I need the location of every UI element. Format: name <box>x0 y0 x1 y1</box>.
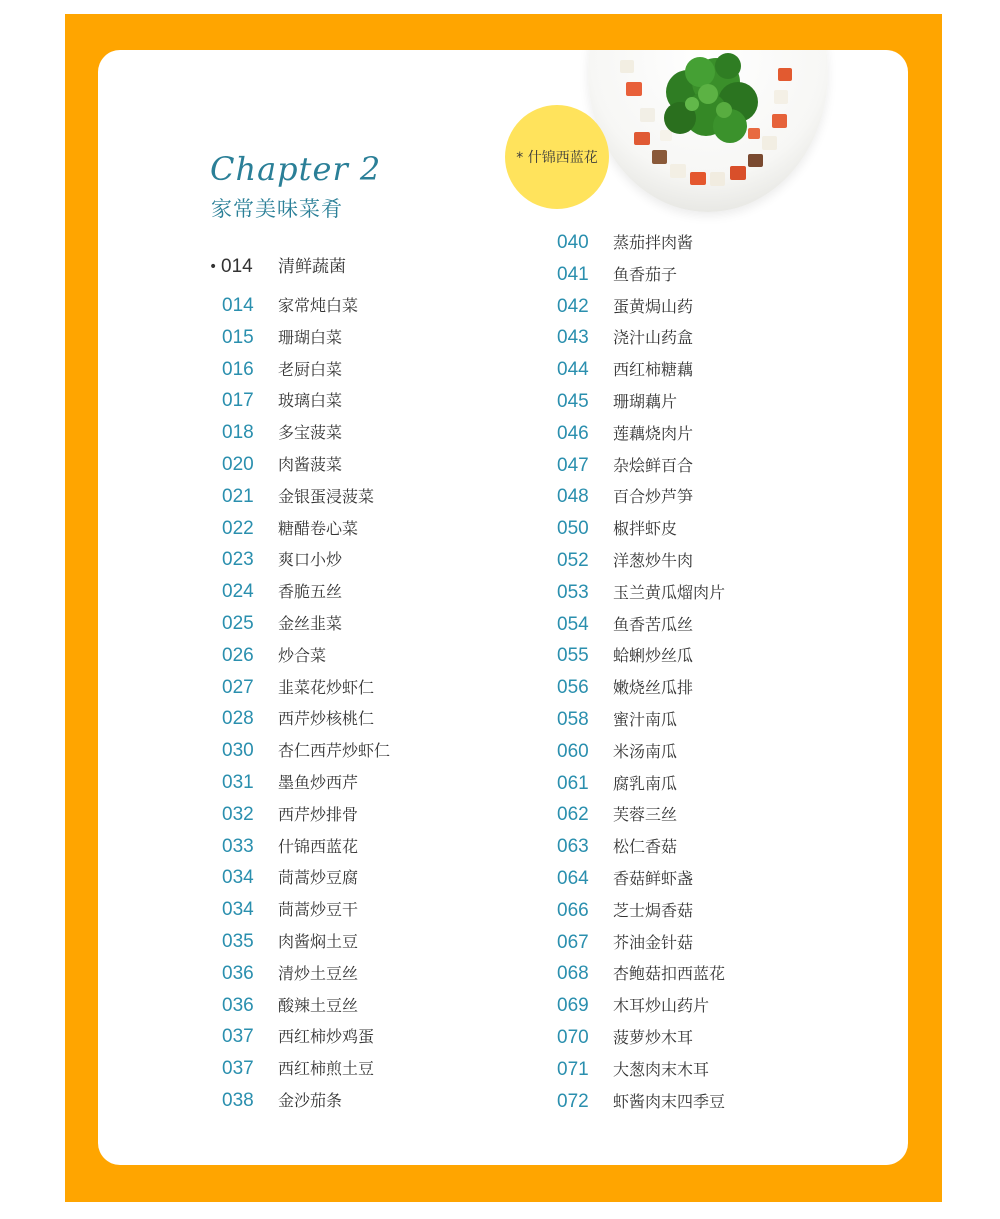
toc-page-number: 045 <box>557 391 589 412</box>
toc-page-number: 037 <box>222 1058 254 1080</box>
toc-page-number: 036 <box>222 962 254 984</box>
toc-dish-name: 蛤蜊炒丝瓜 <box>613 646 694 666</box>
toc-dish-name: 大葱肉末木耳 <box>613 1059 710 1079</box>
chapter-subtitle: 家常美味菜肴 <box>211 197 343 221</box>
dish-photo <box>588 50 828 212</box>
toc-page-number: 028 <box>222 708 254 730</box>
toc-dish-name: 什锦西蓝花 <box>278 836 359 856</box>
toc-page-number: 042 <box>557 295 589 317</box>
toc-page-number: 024 <box>222 581 254 603</box>
toc-dish-name: 玉兰黄瓜熘肉片 <box>613 582 726 602</box>
toc-dish-name: 杏鲍菇扣西蓝花 <box>613 964 726 984</box>
toc-dish-name: 玻璃白菜 <box>278 391 343 411</box>
toc-page-number: 035 <box>222 931 254 952</box>
toc-page-number: 021 <box>222 485 254 507</box>
toc-page-number: 022 <box>222 517 254 539</box>
toc-dish-name: 金银蛋浸菠菜 <box>278 486 375 506</box>
toc-page-number: 058 <box>557 709 589 730</box>
toc-dish-name: 爽口小炒 <box>278 550 343 570</box>
toc-dish-name: 珊瑚白菜 <box>278 327 343 347</box>
toc-dish-name: 米汤南瓜 <box>613 741 678 761</box>
toc-page-number: 071 <box>557 1058 589 1080</box>
toc-dish-name: 杏仁西芹炒虾仁 <box>278 741 391 761</box>
toc-dish-name: 肉酱焖土豆 <box>278 932 359 951</box>
toc-page-number: 033 <box>222 835 254 857</box>
toc-page-number: 026 <box>222 644 254 666</box>
toc-dish-name: 酸辣土豆丝 <box>278 995 359 1015</box>
toc-page-number: 054 <box>557 613 589 635</box>
toc-page-number: 038 <box>222 1090 254 1111</box>
section-name: 清鲜蔬菌 <box>278 257 346 277</box>
toc-page-number: 061 <box>557 772 589 794</box>
toc-page-number: 043 <box>557 327 589 349</box>
contents-card <box>98 50 908 1165</box>
toc-page-number: 041 <box>557 263 589 285</box>
toc-dish-name: 多宝菠菜 <box>278 423 343 443</box>
toc-page-number: 070 <box>557 1027 589 1048</box>
toc-page-number: 015 <box>222 326 254 348</box>
toc-page-number: 030 <box>222 740 254 762</box>
toc-page-number: 047 <box>557 454 589 476</box>
section-page-number: 014 <box>221 256 253 277</box>
toc-dish-name: 茼蒿炒豆干 <box>278 900 359 920</box>
toc-dish-name: 糖醋卷心菜 <box>278 518 359 538</box>
toc-dish-name: 肉酱菠菜 <box>278 455 343 474</box>
toc-page-number: 066 <box>557 899 589 921</box>
toc-dish-name: 西芹炒核桃仁 <box>278 709 375 729</box>
toc-page-number: 036 <box>222 994 254 1016</box>
toc-dish-name: 墨鱼炒西芹 <box>278 773 359 792</box>
toc-dish-name: 西红柿煎土豆 <box>278 1059 375 1079</box>
bullet-icon: • <box>209 259 218 275</box>
toc-dish-name: 杂烩鲜百合 <box>613 455 694 475</box>
toc-dish-name: 蛋黄焗山药 <box>613 296 694 316</box>
toc-page-number: 044 <box>557 359 589 381</box>
toc-dish-name: 金沙茄条 <box>278 1091 343 1110</box>
dish-caption-badge <box>505 105 609 209</box>
toc-dish-name: 香菇鲜虾盏 <box>613 869 694 888</box>
toc-dish-name: 西红柿炒鸡蛋 <box>278 1027 375 1047</box>
toc-dish-name: 茼蒿炒豆腐 <box>278 868 359 888</box>
toc-dish-name: 鱼香茄子 <box>613 264 678 284</box>
toc-page-number: 014 <box>222 295 254 316</box>
toc-page-number: 053 <box>557 581 589 603</box>
toc-dish-name: 清炒土豆丝 <box>278 963 359 983</box>
toc-page-number: 067 <box>557 931 589 953</box>
toc-dish-name: 韭菜花炒虾仁 <box>278 677 375 697</box>
toc-page-number: 056 <box>557 677 589 699</box>
toc-page-number: 017 <box>222 390 254 412</box>
toc-page-number: 046 <box>557 422 589 444</box>
toc-page-number: 020 <box>222 454 254 475</box>
toc-dish-name: 家常炖白菜 <box>278 296 359 315</box>
toc-dish-name: 金丝韭菜 <box>278 614 343 633</box>
toc-page-number: 037 <box>222 1026 254 1048</box>
toc-dish-name: 木耳炒山药片 <box>613 996 710 1016</box>
toc-dish-name: 松仁香菇 <box>613 837 678 857</box>
toc-dish-name: 芝士焗香菇 <box>613 900 694 920</box>
toc-dish-name: 蒸茄拌肉酱 <box>613 233 694 252</box>
toc-page-number: 027 <box>222 676 254 698</box>
toc-dish-name: 百合炒芦笋 <box>613 487 694 507</box>
chapter-title: Chapter 2 <box>210 150 382 188</box>
toc-page-number: 031 <box>222 772 254 793</box>
toc-page-number: 050 <box>557 518 589 540</box>
toc-dish-name: 腐乳南瓜 <box>613 773 678 793</box>
toc-dish-name: 浇汁山药盒 <box>613 328 694 348</box>
toc-dish-name: 炒合菜 <box>278 645 327 665</box>
toc-dish-name: 椒拌虾皮 <box>613 519 678 539</box>
toc-dish-name: 珊瑚藕片 <box>613 392 678 411</box>
toc-page-number: 034 <box>222 867 254 889</box>
toc-page-number: 060 <box>557 740 589 762</box>
toc-dish-name: 西红柿糖藕 <box>613 360 694 380</box>
toc-dish-name: 蜜汁南瓜 <box>613 710 678 729</box>
toc-page-number: 055 <box>557 645 589 667</box>
toc-dish-name: 莲藕烧肉片 <box>613 423 694 443</box>
toc-dish-name: 西芹炒排骨 <box>278 804 359 824</box>
toc-dish-name: 虾酱肉末四季豆 <box>613 1091 726 1111</box>
toc-page-number: 034 <box>222 899 254 921</box>
toc-page-number: 016 <box>222 358 254 380</box>
toc-dish-name: 香脆五丝 <box>278 582 343 602</box>
dish-caption: * 什锦西蓝花 <box>516 150 598 166</box>
toc-page-number: 064 <box>557 868 589 889</box>
toc-page-number: 018 <box>222 422 254 444</box>
toc-page-number: 072 <box>557 1090 589 1112</box>
toc-page-number: 063 <box>557 836 589 858</box>
toc-dish-name: 老厨白菜 <box>278 359 343 379</box>
toc-page-number: 040 <box>557 232 589 253</box>
toc-page-number: 023 <box>222 549 254 571</box>
toc-dish-name: 洋葱炒牛肉 <box>613 551 694 570</box>
toc-page-number: 025 <box>222 613 254 634</box>
toc-page-number: 069 <box>557 995 589 1017</box>
toc-page-number: 068 <box>557 963 589 985</box>
toc-page-number: 048 <box>557 486 589 508</box>
toc-dish-name: 芙蓉三丝 <box>613 805 678 825</box>
toc-page-number: 062 <box>557 804 589 826</box>
toc-page-number: 032 <box>222 803 254 825</box>
toc-dish-name: 菠萝炒木耳 <box>613 1028 694 1047</box>
broccoli-dish-illustration <box>588 50 828 212</box>
toc-dish-name: 芥油金针菇 <box>613 932 694 952</box>
toc-page-number: 052 <box>557 550 589 571</box>
toc-dish-name: 鱼香苦瓜丝 <box>613 614 694 634</box>
toc-dish-name: 嫩烧丝瓜排 <box>613 678 694 698</box>
